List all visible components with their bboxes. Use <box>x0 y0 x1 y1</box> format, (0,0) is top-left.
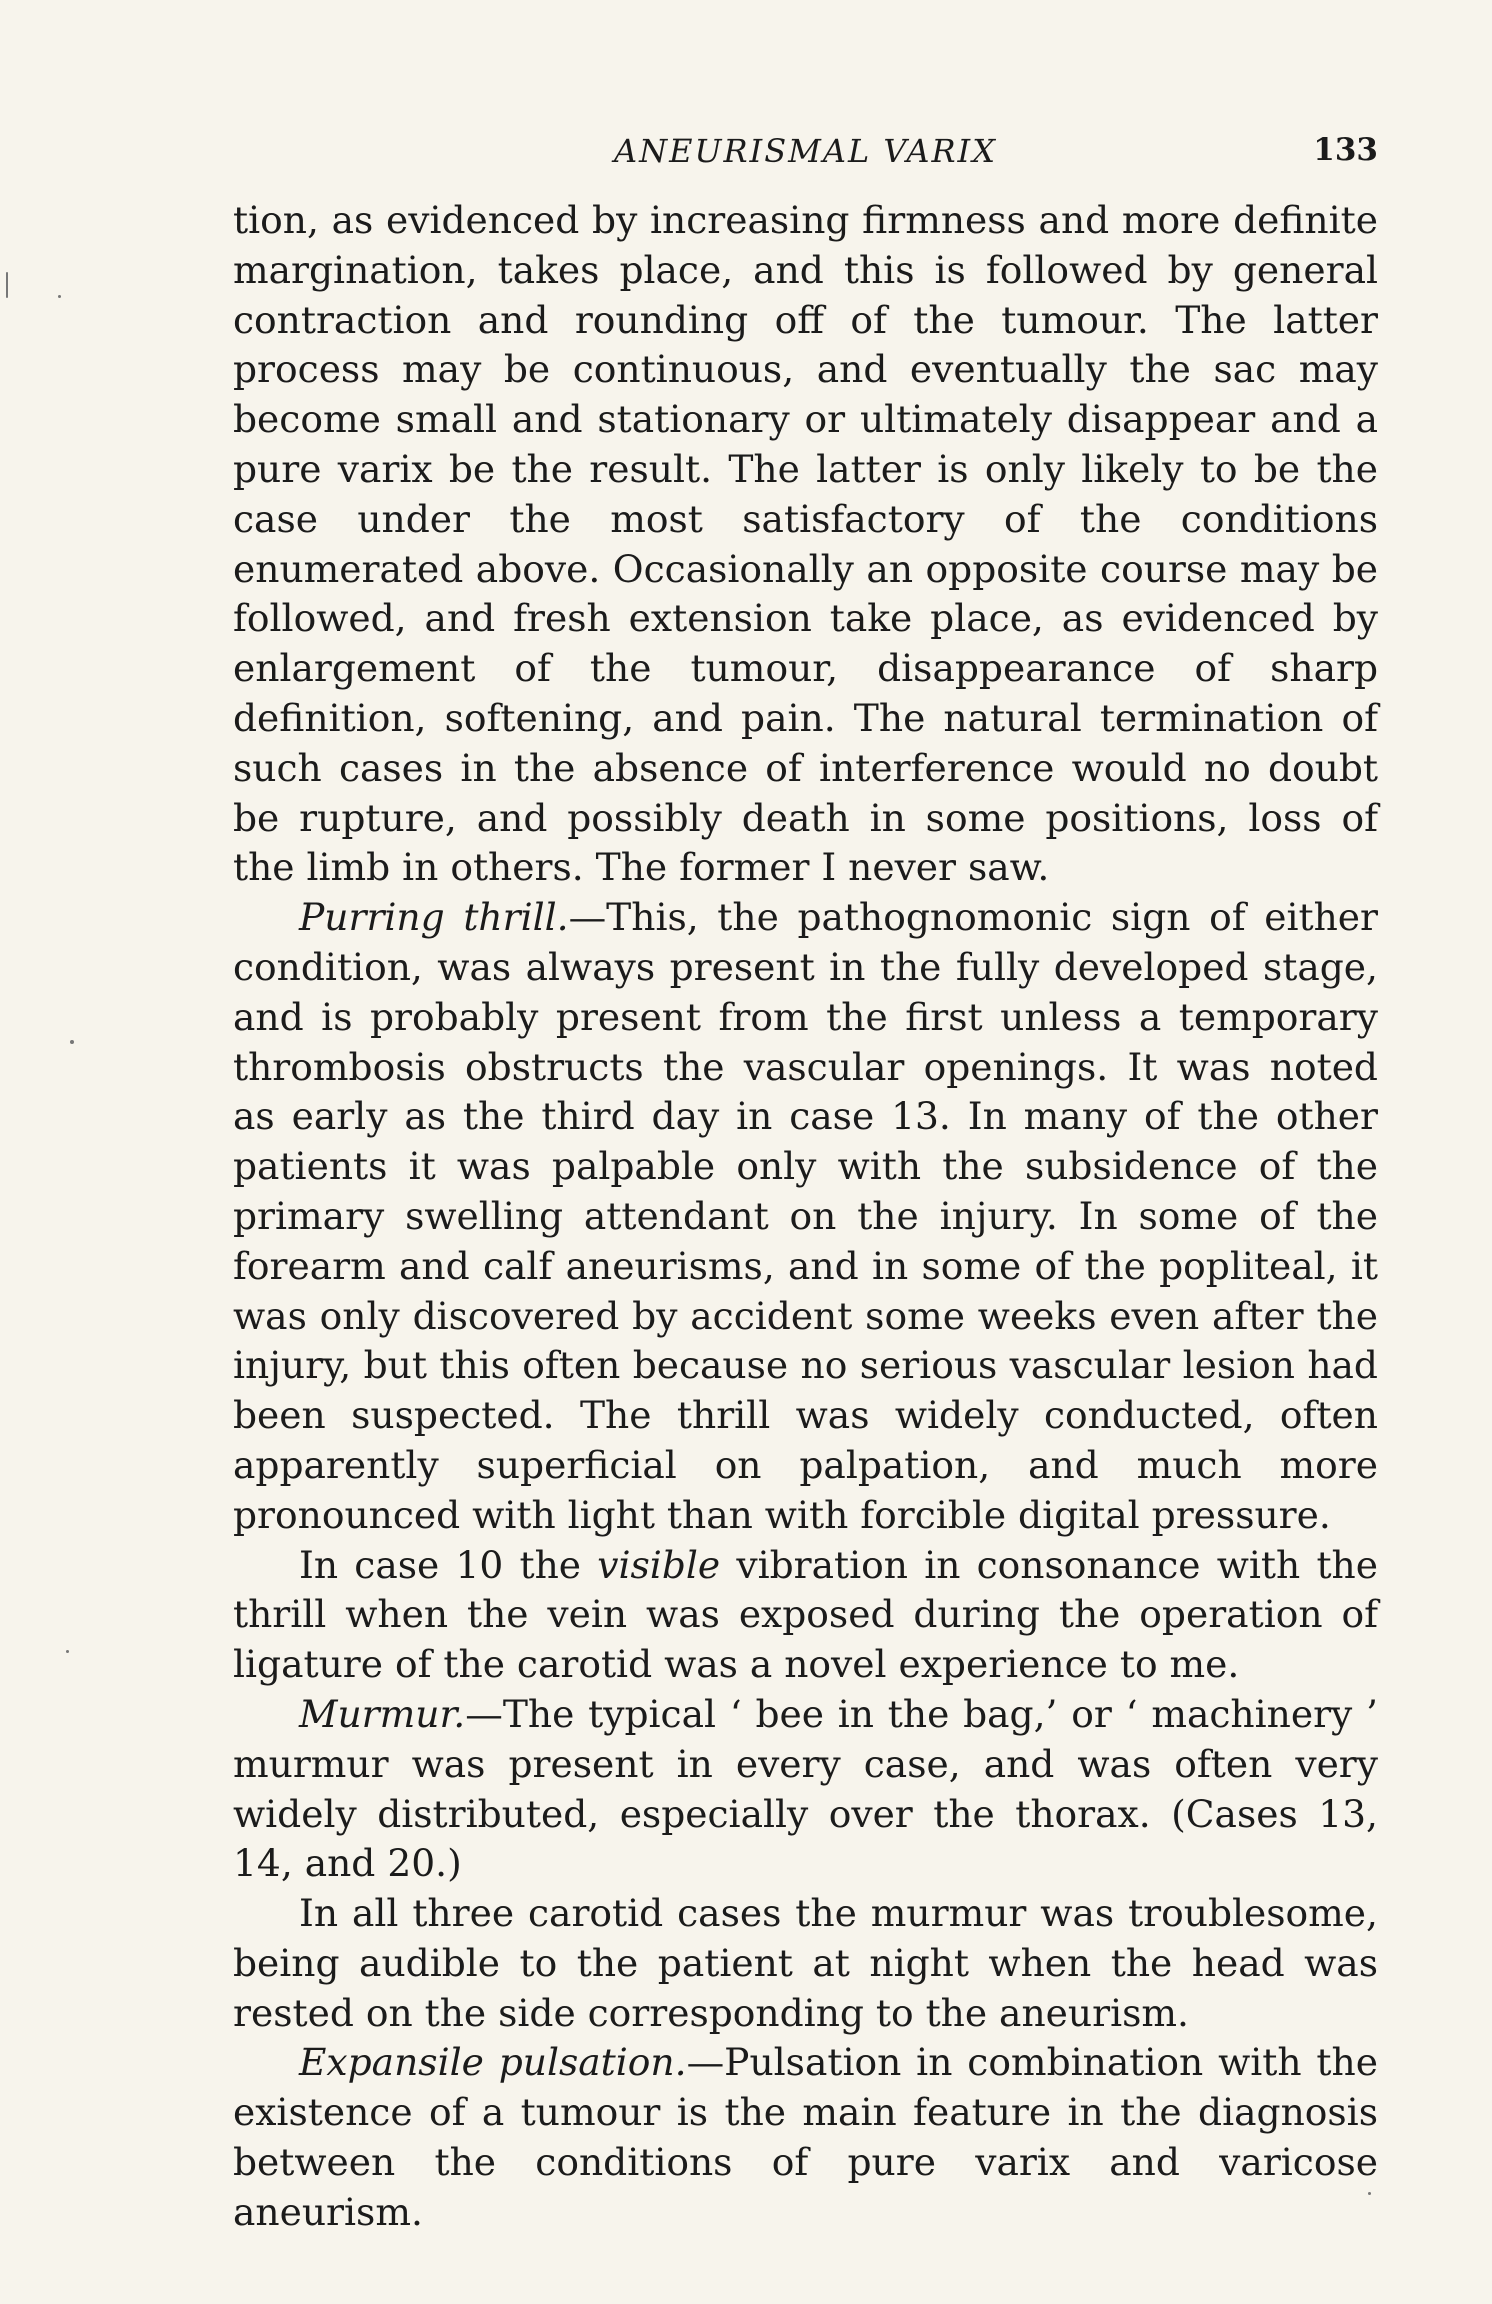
running-title: ANEURISMAL VARIX <box>614 132 997 170</box>
paragraph-text: tion, as evidenced by increasing firmness and more definite margination, takes place, and this is followed by general contraction and rounding off of the tumour. The latter process may be continuous, and eventually the sac may become small and stationary or ultimately disappear and a pure varix be the result. The latter is only likely to be the case under the most satisfactory of the conditions enumerated above. Occasionally an opposite course may be followed, and fresh extension take place, as evidenced by enlargement of the tumour, disappearance of sharp definition, softening, and pain. The natural termination of such cases in the absence of interference would no doubt be rupture, and possibly death in some positions, loss of the limb in others. The former I never saw. <box>233 198 1378 890</box>
paragraph-text: —The typical ‘ bee in the bag,’ or ‘ machinery ’ murmur was present in every case, and was often very widely distributed, especially over the thorax. (Cases 13, 14, and 20.) <box>233 1691 1378 1886</box>
paragraph-text: In all three carotid cases the murmur was troublesome, being audible to the patient at night when the head was rested on the side corresponding to the aneurism. <box>233 1891 1378 2035</box>
scan-speck <box>6 272 8 298</box>
paragraph-text: —Pulsation in combination with the existence of a tumour is the main feature in the diagnosis between the conditions of pure varix and varicose aneurism. <box>233 2040 1378 2234</box>
paragraph-text: In case 10 the <box>299 1542 598 1587</box>
paragraph-text: —This, the pathognomonic sign of either condition, was always present in the fully developed stage, and is probably present from the first unless a temporary thrombosis obstructs the vascular openings. It was noted as early as the third day in case 13. In many of the other patients it was palpable only with the subsidence of the primary swelling attendant on the injury. In some of the forearm and calf aneurisms, and in some of the popliteal, it was only discovered by accident some weeks even after the injury, but this often because no serious vascular lesion had been suspected. The thrill was widely conducted, often apparently superficial on palpation, and much more pronounced with light than with forcible digital pressure. <box>233 895 1378 1537</box>
paragraph-case-10 <box>233 1541 1378 1690</box>
scan-speck <box>70 1040 74 1044</box>
paragraph-purring-thrill <box>233 893 1378 1540</box>
paragraph-carotid-cases <box>233 1889 1378 2038</box>
scan-speck <box>66 1650 69 1653</box>
section-heading-purring-thrill: Purring thrill. <box>299 895 569 940</box>
section-heading-murmur: Murmur. <box>299 1691 466 1736</box>
section-heading-expansile-pulsation: Expansile pulsation. <box>299 2040 687 2085</box>
emphasis-visible: visible <box>597 1542 721 1587</box>
body-text <box>233 196 1378 2238</box>
paragraph-expansile-pulsation <box>233 2038 1378 2237</box>
paragraph-murmur <box>233 1690 1378 1889</box>
scan-speck <box>1368 2192 1371 2195</box>
paragraph-text: vibration in consonance with the thrill when the vein was exposed during the operation of ligature of the carotid was a novel experience to me. <box>233 1542 1378 1687</box>
scan-speck <box>58 295 61 298</box>
paragraph-sac-course <box>233 196 1378 893</box>
running-head <box>233 128 1378 178</box>
page-number: 133 <box>1313 132 1378 168</box>
